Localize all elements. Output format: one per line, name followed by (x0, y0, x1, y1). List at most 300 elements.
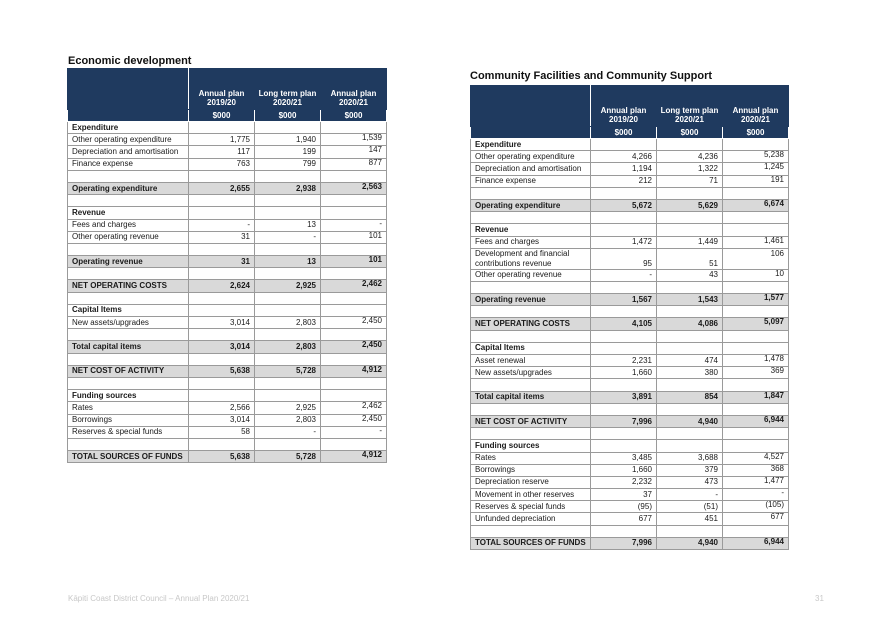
value-cell (723, 281, 789, 293)
value-cell (321, 170, 387, 182)
value-cell: 2,803 (255, 414, 321, 426)
row-label: Expenditure (471, 139, 591, 151)
table-row (68, 280, 387, 292)
table-row (68, 329, 387, 341)
unit-label: $000 (255, 110, 321, 122)
table-row (471, 294, 789, 306)
column-header: Long term plan 2020/21 (255, 69, 321, 110)
value-cell (591, 330, 657, 342)
value-cell: - (723, 489, 789, 501)
table-row (68, 122, 387, 134)
value-cell (591, 440, 657, 452)
row-label: Total capital items (471, 391, 591, 403)
value-cell (321, 195, 387, 207)
value-cell (255, 122, 321, 134)
value-cell: 2,624 (189, 280, 255, 292)
value-cell: 199 (255, 146, 321, 158)
value-cell: 3,891 (591, 391, 657, 403)
value-cell (723, 306, 789, 318)
value-cell: 4,236 (657, 151, 723, 163)
row-label: Reserves & special funds (68, 426, 189, 438)
value-cell: 5,097 (723, 318, 789, 330)
value-cell (189, 170, 255, 182)
row-label (471, 306, 591, 318)
value-cell: 7,996 (591, 415, 657, 427)
value-cell: 10 (723, 269, 789, 281)
unit-blank-cell (68, 110, 189, 122)
value-cell: 2,462 (321, 402, 387, 414)
table-row (68, 268, 387, 280)
value-cell: 2,450 (321, 341, 387, 353)
value-cell: 763 (189, 158, 255, 170)
unit-row (68, 110, 387, 122)
table-row (471, 199, 789, 211)
value-cell (591, 306, 657, 318)
value-cell (723, 440, 789, 452)
value-cell (591, 342, 657, 354)
row-label: New assets/upgrades (68, 317, 189, 329)
value-cell (255, 170, 321, 182)
value-cell (321, 268, 387, 280)
value-cell: 2,938 (255, 182, 321, 194)
row-label: Revenue (68, 207, 189, 219)
value-cell (255, 438, 321, 450)
value-cell (189, 268, 255, 280)
value-cell: 5,728 (255, 451, 321, 463)
table-row (68, 341, 387, 353)
table-row (68, 182, 387, 194)
value-cell (321, 353, 387, 365)
value-cell: 71 (657, 175, 723, 187)
row-label: Other operating expenditure (471, 151, 591, 163)
value-cell: - (657, 489, 723, 501)
table-row (471, 501, 789, 513)
value-cell (321, 207, 387, 219)
value-cell (657, 212, 723, 224)
value-cell (723, 379, 789, 391)
value-cell: 101 (321, 231, 387, 243)
value-cell: - (321, 219, 387, 231)
value-cell: 368 (723, 464, 789, 476)
value-cell (591, 212, 657, 224)
value-cell (591, 428, 657, 440)
row-label: NET COST OF ACTIVITY (471, 415, 591, 427)
value-cell (657, 440, 723, 452)
value-cell (189, 207, 255, 219)
row-label: Operating revenue (68, 256, 189, 268)
value-cell (657, 306, 723, 318)
value-cell (321, 122, 387, 134)
unit-label: $000 (591, 127, 657, 139)
table-body (471, 86, 789, 550)
value-cell: 13 (255, 219, 321, 231)
value-cell (321, 390, 387, 402)
value-cell: (51) (657, 501, 723, 513)
table-row (68, 377, 387, 389)
value-cell (591, 224, 657, 236)
row-label (68, 438, 189, 450)
value-cell (657, 403, 723, 415)
row-label: Operating expenditure (471, 199, 591, 211)
row-label: Movement in other reserves (471, 489, 591, 501)
value-cell: 106 (723, 248, 789, 269)
column-header: Annual plan 2019/20 (591, 86, 657, 127)
value-cell (723, 224, 789, 236)
value-cell (189, 329, 255, 341)
value-cell: 191 (723, 175, 789, 187)
unit-row (471, 127, 789, 139)
table-row (471, 318, 789, 330)
table-row (68, 219, 387, 231)
row-label (68, 329, 189, 341)
value-cell: 4,527 (723, 452, 789, 464)
value-cell (255, 207, 321, 219)
value-cell: 369 (723, 367, 789, 379)
column-header: Annual plan 2019/20 (189, 69, 255, 110)
value-cell (657, 281, 723, 293)
value-cell: 677 (591, 513, 657, 525)
value-cell: 877 (321, 158, 387, 170)
value-cell (189, 353, 255, 365)
table-row (68, 353, 387, 365)
table-row (471, 464, 789, 476)
value-cell: (105) (723, 501, 789, 513)
value-cell (255, 329, 321, 341)
table-row (471, 415, 789, 427)
table-row (471, 525, 789, 537)
row-label: Rates (68, 402, 189, 414)
footer-page-number: 31 (815, 594, 824, 603)
value-cell: 5,629 (657, 199, 723, 211)
value-cell: 3,688 (657, 452, 723, 464)
unit-blank-cell (471, 127, 591, 139)
value-cell: 677 (723, 513, 789, 525)
value-cell: 101 (321, 256, 387, 268)
economic-development-table (67, 68, 387, 463)
value-cell: 5,638 (189, 451, 255, 463)
table-row (471, 236, 789, 248)
value-cell: 4,912 (321, 365, 387, 377)
row-label (471, 379, 591, 391)
table-row (471, 391, 789, 403)
value-cell: 380 (657, 367, 723, 379)
value-cell: 1,322 (657, 163, 723, 175)
value-cell: 1,543 (657, 294, 723, 306)
table-row (471, 367, 789, 379)
value-cell: 1,477 (723, 476, 789, 488)
value-cell (255, 390, 321, 402)
value-cell (255, 292, 321, 304)
value-cell: 2,450 (321, 317, 387, 329)
row-label (471, 281, 591, 293)
table-row (68, 402, 387, 414)
row-label: Capital Items (68, 304, 189, 316)
value-cell (657, 525, 723, 537)
row-label (68, 243, 189, 255)
table-row (68, 365, 387, 377)
value-cell: 451 (657, 513, 723, 525)
table-row (68, 292, 387, 304)
value-cell: 1,539 (321, 134, 387, 146)
value-cell: 474 (657, 355, 723, 367)
table-row (68, 426, 387, 438)
value-cell: 379 (657, 464, 723, 476)
value-cell (189, 377, 255, 389)
value-cell: 37 (591, 489, 657, 501)
row-label: Finance expense (471, 175, 591, 187)
table-row (471, 281, 789, 293)
row-label: Operating expenditure (68, 182, 189, 194)
value-cell: 147 (321, 146, 387, 158)
value-cell: 3,014 (189, 317, 255, 329)
value-cell (657, 330, 723, 342)
value-cell: 2,803 (255, 317, 321, 329)
value-cell (255, 304, 321, 316)
table-row (471, 513, 789, 525)
row-label: Fees and charges (471, 236, 591, 248)
value-cell: 31 (189, 231, 255, 243)
row-label: Funding sources (471, 440, 591, 452)
value-cell: 1,940 (255, 134, 321, 146)
table-row (471, 269, 789, 281)
value-cell: 1,775 (189, 134, 255, 146)
row-label: Development and financial contributions revenue (471, 248, 591, 269)
value-cell: - (591, 269, 657, 281)
value-cell: 1,478 (723, 355, 789, 367)
table-row (68, 414, 387, 426)
table-row (471, 440, 789, 452)
value-cell: 2,231 (591, 355, 657, 367)
row-label: NET COST OF ACTIVITY (68, 365, 189, 377)
value-cell (189, 390, 255, 402)
value-cell: 13 (255, 256, 321, 268)
row-label: Asset renewal (471, 355, 591, 367)
table-row (68, 438, 387, 450)
value-cell: 7,996 (591, 537, 657, 549)
value-cell (723, 428, 789, 440)
value-cell: 1,245 (723, 163, 789, 175)
value-cell (723, 403, 789, 415)
row-label: NET OPERATING COSTS (471, 318, 591, 330)
table-row (471, 476, 789, 488)
value-cell (657, 342, 723, 354)
column-header: Annual plan 2020/21 (321, 69, 387, 110)
row-label: Depreciation and amortisation (471, 163, 591, 175)
table-row (68, 158, 387, 170)
table-body (68, 69, 387, 463)
column-header: Annual plan 2020/21 (723, 86, 789, 127)
row-label: Reserves & special funds (471, 501, 591, 513)
table-row (471, 306, 789, 318)
row-label: Depreciation reserve (471, 476, 591, 488)
header-blank-cell (68, 69, 189, 110)
table-row (68, 304, 387, 316)
value-cell (321, 292, 387, 304)
value-cell (591, 187, 657, 199)
row-label (68, 377, 189, 389)
value-cell (189, 438, 255, 450)
table-row (471, 187, 789, 199)
row-label (471, 428, 591, 440)
value-cell (189, 195, 255, 207)
value-cell (657, 187, 723, 199)
value-cell (591, 403, 657, 415)
row-label (471, 212, 591, 224)
row-label: Total capital items (68, 341, 189, 353)
table-row (471, 379, 789, 391)
table-row (471, 175, 789, 187)
value-cell (591, 281, 657, 293)
value-cell (723, 330, 789, 342)
value-cell: 2,803 (255, 341, 321, 353)
table-row (68, 256, 387, 268)
value-cell: - (189, 219, 255, 231)
value-cell: 4,266 (591, 151, 657, 163)
value-cell (591, 379, 657, 391)
value-cell: 212 (591, 175, 657, 187)
value-cell: 43 (657, 269, 723, 281)
value-cell (321, 243, 387, 255)
value-cell: 5,238 (723, 151, 789, 163)
value-cell: 4,105 (591, 318, 657, 330)
row-label: Revenue (471, 224, 591, 236)
table-row (471, 489, 789, 501)
value-cell: 3,014 (189, 414, 255, 426)
table-row (68, 134, 387, 146)
row-label: Other operating expenditure (68, 134, 189, 146)
value-cell: 2,232 (591, 476, 657, 488)
value-cell: 5,728 (255, 365, 321, 377)
value-cell: 1,660 (591, 464, 657, 476)
row-label (68, 170, 189, 182)
value-cell: (95) (591, 501, 657, 513)
value-cell (723, 525, 789, 537)
value-cell (321, 377, 387, 389)
value-cell: 6,944 (723, 415, 789, 427)
column-header-row (471, 86, 789, 127)
table-row (68, 146, 387, 158)
row-label (68, 195, 189, 207)
row-label: Fees and charges (68, 219, 189, 231)
value-cell: 4,940 (657, 537, 723, 549)
row-label: Borrowings (471, 464, 591, 476)
value-cell: 1,567 (591, 294, 657, 306)
value-cell: 1,194 (591, 163, 657, 175)
row-label: New assets/upgrades (471, 367, 591, 379)
table-row (471, 163, 789, 175)
value-cell: 95 (591, 248, 657, 269)
value-cell (255, 353, 321, 365)
table-row (68, 195, 387, 207)
value-cell: 6,674 (723, 199, 789, 211)
value-cell: 3,014 (189, 341, 255, 353)
table-row (471, 224, 789, 236)
value-cell (321, 329, 387, 341)
column-header-row (68, 69, 387, 110)
value-cell (255, 377, 321, 389)
value-cell: 3,485 (591, 452, 657, 464)
value-cell: 799 (255, 158, 321, 170)
value-cell: 6,944 (723, 537, 789, 549)
value-cell: - (255, 231, 321, 243)
table-row (471, 355, 789, 367)
value-cell: 31 (189, 256, 255, 268)
table-row (68, 231, 387, 243)
table-row (68, 243, 387, 255)
table-row (471, 139, 789, 151)
value-cell: 2,655 (189, 182, 255, 194)
value-cell: 5,672 (591, 199, 657, 211)
row-label (471, 403, 591, 415)
value-cell (255, 243, 321, 255)
value-cell: - (321, 426, 387, 438)
unit-label: $000 (189, 110, 255, 122)
value-cell (723, 342, 789, 354)
table-row (471, 330, 789, 342)
row-label: Finance expense (68, 158, 189, 170)
table-row (68, 390, 387, 402)
table-row (471, 428, 789, 440)
row-label: Depreciation and amortisation (68, 146, 189, 158)
value-cell (321, 304, 387, 316)
row-label: TOTAL SOURCES OF FUNDS (471, 537, 591, 549)
table-row (471, 342, 789, 354)
value-cell (255, 268, 321, 280)
row-label (68, 353, 189, 365)
value-cell (657, 428, 723, 440)
value-cell: 1,472 (591, 236, 657, 248)
value-cell (723, 212, 789, 224)
value-cell: 4,086 (657, 318, 723, 330)
value-cell (591, 139, 657, 151)
row-label (68, 292, 189, 304)
row-label (471, 330, 591, 342)
right-section-title: Community Facilities and Community Support (470, 70, 713, 82)
value-cell: 2,925 (255, 280, 321, 292)
value-cell: 1,449 (657, 236, 723, 248)
value-cell: 58 (189, 426, 255, 438)
value-cell (723, 187, 789, 199)
row-label (68, 268, 189, 280)
row-label: Other operating revenue (68, 231, 189, 243)
unit-label: $000 (657, 127, 723, 139)
value-cell: 473 (657, 476, 723, 488)
table-row (68, 451, 387, 463)
table-row (68, 170, 387, 182)
table-row (471, 151, 789, 163)
value-cell: 117 (189, 146, 255, 158)
value-cell (189, 304, 255, 316)
row-label: Borrowings (68, 414, 189, 426)
row-label: NET OPERATING COSTS (68, 280, 189, 292)
table-row (471, 452, 789, 464)
value-cell: 2,450 (321, 414, 387, 426)
row-label: Other operating revenue (471, 269, 591, 281)
value-cell: 2,462 (321, 280, 387, 292)
footer-document-title: Kāpiti Coast District Council – Annual Plan 2020/21 (68, 594, 250, 603)
value-cell: 1,577 (723, 294, 789, 306)
value-cell (189, 122, 255, 134)
row-label: Capital Items (471, 342, 591, 354)
row-label: Unfunded depreciation (471, 513, 591, 525)
left-section-title: Economic development (68, 55, 192, 67)
value-cell (657, 379, 723, 391)
table-row (471, 537, 789, 549)
value-cell: 5,638 (189, 365, 255, 377)
row-label (471, 187, 591, 199)
value-cell (657, 139, 723, 151)
value-cell: 2,566 (189, 402, 255, 414)
